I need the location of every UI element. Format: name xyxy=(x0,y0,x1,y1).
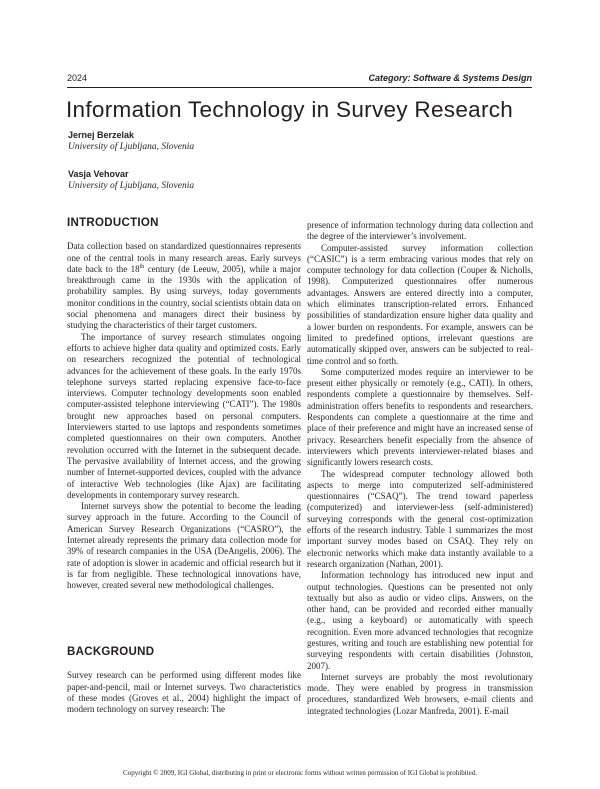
paragraph: Information technology has introduced new input and output technologies. Questions can be presented not only textually but also as audio or video clips. Answers, on the other hand, can be provided and recorded either manually (e.g., using a keyboard) or automatically with speech recognition. Even more advanced technologies that recognize gestures, writing and touch are establishing new potential for surveying respondents with certain disabilities (Johnston, 2007). xyxy=(307,570,533,671)
author-block xyxy=(68,129,194,153)
author-block xyxy=(68,168,194,192)
section-heading-introduction: INTRODUCTION xyxy=(67,217,159,229)
copyright-footer: Copyright © 2009, IGI Global, distributing in print or electronic forms without written permission of IGI Global is prohibited. xyxy=(123,769,477,777)
author-name: Jernej Berzelak xyxy=(68,130,135,140)
author-affiliation: University of Ljubljana, Slovenia xyxy=(68,142,195,152)
text-run: century (de Leeuw, 2005), while a major breakthrough came in the 1930s with the application of probability samples. By using surveys, today governments monitor conditions in the country, social scientists obtain data on social phenomena and managers direct their business by studying the characteristics of their target customers. xyxy=(67,263,301,331)
paragraph: Survey research can be performed using different modes like paper-and-pencil, mail or Internet surveys. Two characteristics of these modes (Groves et al., 2004) highlight the impact of modern technology on survey research: The xyxy=(67,670,301,715)
author-name: Vasja Vehovar xyxy=(68,169,129,179)
paragraph: The widespread computer technology allowed both aspects to merge into computerized self-administered questionnaires (“CSAQ”). The trend toward paperless (computerized) and interviewer-less (self-administered) surveying corresponds with the general cost-optimization efforts of the research industry. Table 1 summarizes the most important survey modes based on CSAQ. They rely on electronic networks which make data instantly available to a research organization (Nathan, 2001). xyxy=(307,468,533,569)
page-number: 2024 xyxy=(67,73,88,83)
superscript: th xyxy=(139,263,145,270)
text-run: Data collection based on standardized questionnaires represents one of the central tools in many research areas. Early surveys date back to the 18 xyxy=(67,241,301,274)
right-column xyxy=(307,220,533,717)
paragraph: presence of information technology during data collection and the degree of the interviewer’s involvement. xyxy=(307,220,533,242)
author-affiliation: University of Ljubljana, Slovenia xyxy=(68,181,195,191)
paragraph xyxy=(67,241,301,331)
left-column-intro xyxy=(67,218,301,592)
paragraph: Internet surveys are probably the most revolutionary mode. They were enabled by progress in transmission procedures, standardized Web browsers, e-mail clients and integrated technologies (Lozar Manfreda, 2001). E-mail xyxy=(307,671,533,716)
article-title: Information Technology in Survey Research xyxy=(66,97,514,122)
header-rule xyxy=(67,87,532,88)
left-column-background xyxy=(67,647,301,715)
paragraph: Computer-assisted survey information collection (“CASIC”) is a term embracing various modes that rely on computer technology for data collection (Couper & Nicholls, 1998). Computerized questionnaires offer numerous advantages. Answers are entered directly into a computer, which eliminates transcription-related errors. Enhanced possibilities of standardization ensure higher data quality and a lower burden on respondents. For example, answers can be limited to predefined options, irrelevant questions are automatically skipped over, answers can be subjected to real-time control and so forth. xyxy=(307,242,533,366)
section-heading-background: BACKGROUND xyxy=(67,646,155,658)
paragraph: Some computerized modes require an interviewer to be present either physically or remotely (e.g., CATI). In others, respondents complete a questionnaire by themselves. Self-administration offers benefits to respondents and researchers. Respondents can complete a questionnaire at the time and place of their preference and might have an increased sense of privacy. Researchers benefit especially from the absence of interviewers which prevents interviewer-related biases and significantly lowers research costs. xyxy=(307,366,533,468)
category-label: Category: Software & Systems Design xyxy=(368,73,532,83)
paragraph: Internet surveys show the potential to become the leading survey approach in the future. According to the Council of American Survey Research Organizations (“CASRO”), the Internet already represents the primary data collection mode for 39% of research companies in the USA (DeAngelis, 2006). The rate of adoption is slower in academic and official research but it is far from negligible. These technological innovations have, however, created several new methodological challenges. xyxy=(67,501,301,591)
paragraph: The importance of survey research stimulates ongoing efforts to achieve higher data quality and optimized costs. Early on researchers recognized the potential of technological advances for the achievement of these goals. In the early 1970s telephone surveys started replacing expensive face-to-face interviews. Computer technology developments soon enabled computer-assisted telephone interviewing (“CATI”). The 1980s brought new approaches based on personal computers. Interviewers started to use laptops and respondents sometimes completed questionnaires on their own computers. Another revolution occurred with the Internet in the subsequent decade. The pervasive availability of Internet access, and the growing number of Internet-supported devices, coupled with the advance of interactive Web technologies (like Ajax) are facilitating developments in contemporary survey research. xyxy=(67,331,301,500)
